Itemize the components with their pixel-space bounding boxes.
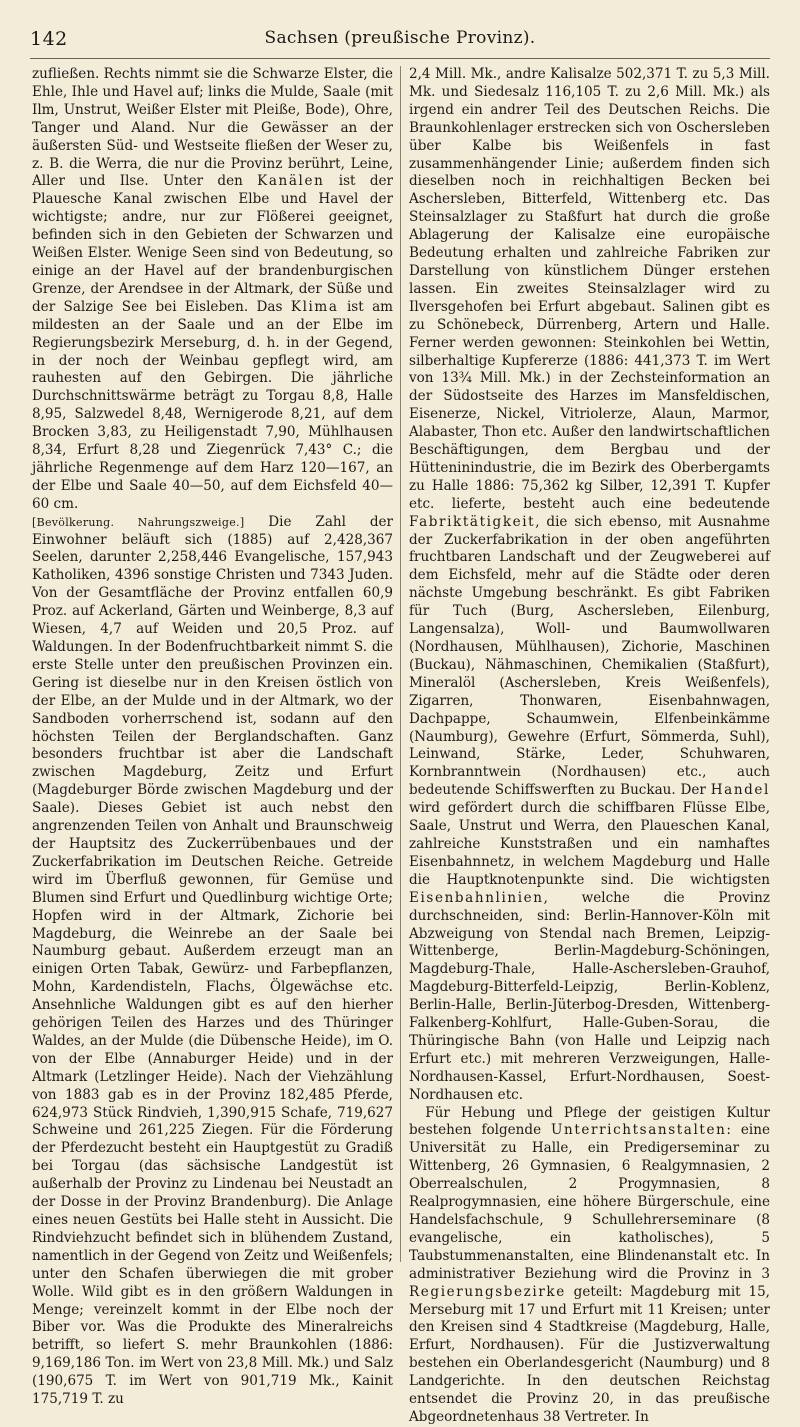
keyword-handel: Handel bbox=[710, 782, 770, 799]
column-divider bbox=[400, 66, 401, 1262]
page-header bbox=[30, 28, 770, 56]
text-run: Für Hebung und Pflege der geistigen Kultur bestehen folgende bbox=[409, 1104, 770, 1139]
keyword-bezirke: Regierungsbezirke bbox=[409, 1283, 566, 1300]
keyword-kanaele: Kanälen bbox=[257, 173, 325, 190]
paragraph-education bbox=[409, 1105, 770, 1427]
text-run: geteilt: Magdeburg mit 15, Merseburg mit 17 und Erfurt mit 11 Kreisen; unter den Kreisen sind 4 Stadtkreise (Magdeburg, Halle, Erfurt, Nordhausen). Für die Justizverwaltung bestehen ein Oberlandesgericht (Naumburg) und 8 Landgerichte. In den deutschen Reichstag entsendet die Provinz 20, in das preußische Abgeordnetenhaus 38 Vertreter. In bbox=[409, 1283, 770, 1425]
paragraph-industry bbox=[409, 66, 770, 1105]
text-run: ist der Plauesche Kanal zwischen Elbe und Havel der wichtigste; andre, nur zur Flößerei geeignet, befinden sich in den Gebieten der Schwarzen und Weißen Elster. Wenige Seen sind von Bedeutung, so einige an der Havel auf der brandenburgischen Grenze, der Arendsee in der Altmark, der Süße und der Salzige See bei Eisleben. Das bbox=[32, 173, 393, 315]
text-run: zufließen. Rechts nimmt sie die Schwarze Elster, die Ehle, Ihle und Havel auf; links die Mulde, Saale (mit Ilm, Unstrut, Weißer Elster mit Pleiße, Bode), Ohre, Tanger und Aland. Nur die Gewässer an der äußersten Süd- und Westseite fließen der Weser zu, z. B. die Werra, die nur die Provinz berührt, Leine, Aller und Ilse. Unter den bbox=[32, 66, 393, 190]
text-run: Die Zahl der Einwohner beläuft sich (1885) auf 2,428,367 Seelen, darunter 2,258,446 Evangelische, 157,943 Katholiken, 4396 sonstige Christen und 7343 Juden. Von der Gesamtfläche der Provinz entfallen 60,9 Proz. auf Ackerland, Gärten und Weinberge, 8,3 auf Wiesen, 4,7 auf Weiden und 20,5 Proz. auf Waldungen. In der Bodenfruchtbarkeit nimmt S. die erste Stelle unter den preußischen Provinzen ein. Gering ist dieselbe nur in den Kreisen östlich von der Elbe, an der Mulde und in der Altmark, wo der Sandboden vorherrschend ist, sodann auf den höchsten Teilen der Berglandschaften. Ganz besonders fruchtbar ist aber die Landschaft zwischen Magdeburg, Zeitz und Erfurt (Magdeburger Börde zwischen Magdeburg und der Saale). Dieses Gebiet ist auch nebst den angrenzenden Teilen von Anhalt und Braunschweig der Hauptsitz des Zuckerrübenbaues und der Zuckerfabrikation im Deutschen Reiche. Getreide wird im Überfluß gewonnen, für Gemüse und Blumen sind Erfurt und Quedlinburg wichtige Orte; Hopfen wird in der Altmark, Zichorie bei Magdeburg, die Weinrebe an der Saale bei Naumburg gebaut. Außerdem erzeugt man an einigen Orten Tabak, Gewürz- und Farbepflanzen, Mohn, Kardendisteln, Flachs, Ölgewächse etc. Ansehnliche Waldungen gibt es auf den hierher gehörigen Teilen des Harzes und des Thüringer Waldes, an der Mulde (die Dübensche Heide), im O. von der Elbe (Annaburger Heide) und in der Altmark (Letzlinger Heide). Nach der Viehzählung von 1883 gab es in der Provinz 182,485 Pferde, 624,973 Stück Rindvieh, 1,390,915 Schafe, 719,627 Schweine und 261,225 Ziegen. Für die Förderung der Pferdezucht besteht ein Hauptgestüt zu Gradiß bei Torgau (das sächsische Landgestüt ist außerhalb der Provinz zu Lindenau bei Neustadt an der Dosse in der Provinz Brandenburg). Die Anlage eines neuen Gestüts bei Halle steht in Aussicht. Die Rindviehzucht befindet sich in blühendem Zustand, namentlich in der Gegend von Zeitz und Weißenfels; unter den Schafen überwiegen die mit grober Wolle. Wild gibt es in den größern Waldungen in Menge; vereinzelt kommt in der Elbe noch der Biber vor. Was die Produkte des Mineralreichs betrifft, so liefert S. mehr Braunkohlen (1886: 9,169,186 Ton. im Wert von 23,8 Mill. Mk.) und Salz (190,675 T. im Wert von 901,719 Mk., Kainit 175,719 T. zu bbox=[32, 513, 393, 1408]
running-title: Sachsen (preußische Provinz). bbox=[264, 28, 536, 48]
keyword-unterricht: Unterrichtsanstalten bbox=[551, 1122, 727, 1139]
paragraph-geography bbox=[32, 66, 393, 514]
section-label: [Bevölkerung. Nahrungszweige.] bbox=[32, 515, 245, 529]
header-rule bbox=[30, 58, 770, 59]
text-run: wird gefördert durch die schiffbaren Flüsse Elbe, Saale, Unstrut und Werra, den Plaueschen Kanal, zahlreiche Kunststraßen und ein namhaftes Eisenbahnnetz, in welchem Magdeburg und Halle die Hauptknotenpunkte sind. Die wichtigsten bbox=[409, 800, 770, 888]
text-run: 2,4 Mill. Mk., andre Kalisalze 502,371 T. zu 5,3 Mill. Mk. und Siedesalz 116,105 T. zu 2,6 Mill. Mk.) als irgend ein andrer Teil des Deutschen Reichs. Die Braunkohlenlager erstrecken sich von Oschersleben über Kalbe bis Weißenfels in fast zusammenhängender Linie; außerdem finden sich dieselben noch in reichhaltigen Becken bei Aschersleben, Bitterfeld, Wittenberg etc. Das Steinsalzlager zu Staßfurt hat durch die große Ablagerung der Kalisalze eine europäische Bedeutung erhalten und zahlreiche Fabriken zur Darstellung von künstlichem Dünger erstehen lassen. Ein zweites Steinsalzlager wird zu Ilversgehofen bei Erfurt abgebaut. Salinen gibt es zu Schönebeck, Dürrenberg, Artern und Halle. Ferner werden gewonnen: Steinkohlen bei Wettin, silberhaltige Kupfererze (1886: 441,373 T. im Wert von 13¾ Mill. Mk.) in der Zechsteinformation an der Südostseite des Harzes im Mansfeldischen, Eisenerze, Nickel, Vitriolerze, Alaun, Marmor, Alabaster, Thon etc. Außer den landwirtschaftlichen Beschäftigungen, dem Bergbau und der Hütteninindustrie, die im Bezirk des Oberbergamts zu Halle 1886: 75,362 kg Silber, 12,391 T. Kupfer etc. lieferte, besteht auch eine bedeutende bbox=[409, 66, 770, 512]
page-number: 142 bbox=[30, 28, 68, 50]
keyword-eisenbahn: Eisenbahnlinien bbox=[409, 889, 544, 906]
right-column bbox=[409, 66, 770, 1425]
text-run: , welche die Provinz durchschneiden, sind: Berlin-Hannover-Köln mit Abzweigung von Stendal nach Bremen, Leipzig-Wittenberge, Berlin-Magdeburg-Schöningen, Magdeburg-Thale, Halle-Aschersleben-Grauhof, Magdeburg-Bitterfeld-Leipzig, Berlin-Koblenz, Berlin-Halle, Berlin-Jüterbog-Dresden, Wittenberg-Falkenberg-Kohlfurt, Halle-Guben-Sorau, die Thüringische Bahn (von Halle und Leipzig nach Erfurt etc.) mit mehreren Verzweigungen, Halle-Nordhausen-Kassel, Erfurt-Nordhausen, Soest-Nordhausen etc. bbox=[409, 889, 770, 1103]
keyword-fabrik: Fabriktätigkeit bbox=[409, 513, 536, 530]
paragraph-population bbox=[32, 514, 393, 1409]
text-run: : eine Universität zu Halle, ein Predigerseminar zu Wittenberg, 26 Gymnasien, 6 Realgymnasien, 2 Oberrealschulen, 2 Progymnasien, 8 Realprogymnasien, eine höhere Bürgerschule, eine Handelsfachschule, 9 Schullehrerseminare (8 evangelische, ein katholisches), 5 Taubstummenanstalten, eine Blindenanstalt etc. In administrativer Beziehung wird die Provinz in 3 bbox=[409, 1122, 770, 1282]
text-run: , die sich ebenso, mit Ausnahme der Zuckerfabrikation in der oben angeführten fruchtbaren Landschaft und der Zeugweberei auf dem Eichsfeld, mehr auf die Städte oder deren nächste Umgebung beschränkt. Es gibt Fabriken für Tuch (Burg, Aschersleben, Eilenburg, Langensalza), Woll- und Baumwollwaren (Nordhausen, Mühlhausen), Zichorie, Maschinen (Buckau), Nähmaschinen, Chemikalien (Staßfurt), Mineralöl (Aschersleben, Kreis Weißenfels), Zigarren, Thonwaren, Eisenbahnwagen, Dachpappe, Schaumwein, Elfenbeinkämme (Naumburg), Gewehre (Erfurt, Sömmerda, Suhl), Leinwand, Stärke, Leder, Schuhwaren, Kornbranntwein (Nordhausen) etc., auch bedeutende Schiffswerften zu Buckau. Der bbox=[409, 513, 770, 799]
keyword-klima: Klima bbox=[290, 298, 339, 315]
text-run: ist am mildesten an der Saale und an der Elbe im Regierungsbezirk Merseburg, d. h. in der Gegend, in der noch der Weinbau gepflegt wird, am rauhesten auf den Gebirgen. Die jährliche Durchschnittswärme beträgt zu Torgau 8,8, Halle 8,95, Salzwedel 8,48, Wernigerode 8,21, auf dem Brocken 3,83, zu Heiligenstadt 7,90, Mühlhausen 8,34, Erfurt 8,28 und Ziegenrück 7,43° C.; die jährliche Regenmenge auf dem Harz 120—167, an der Elbe und Saale 40—50, auf dem Eichsfeld 40—60 cm. bbox=[32, 298, 393, 512]
left-column bbox=[32, 66, 393, 1408]
